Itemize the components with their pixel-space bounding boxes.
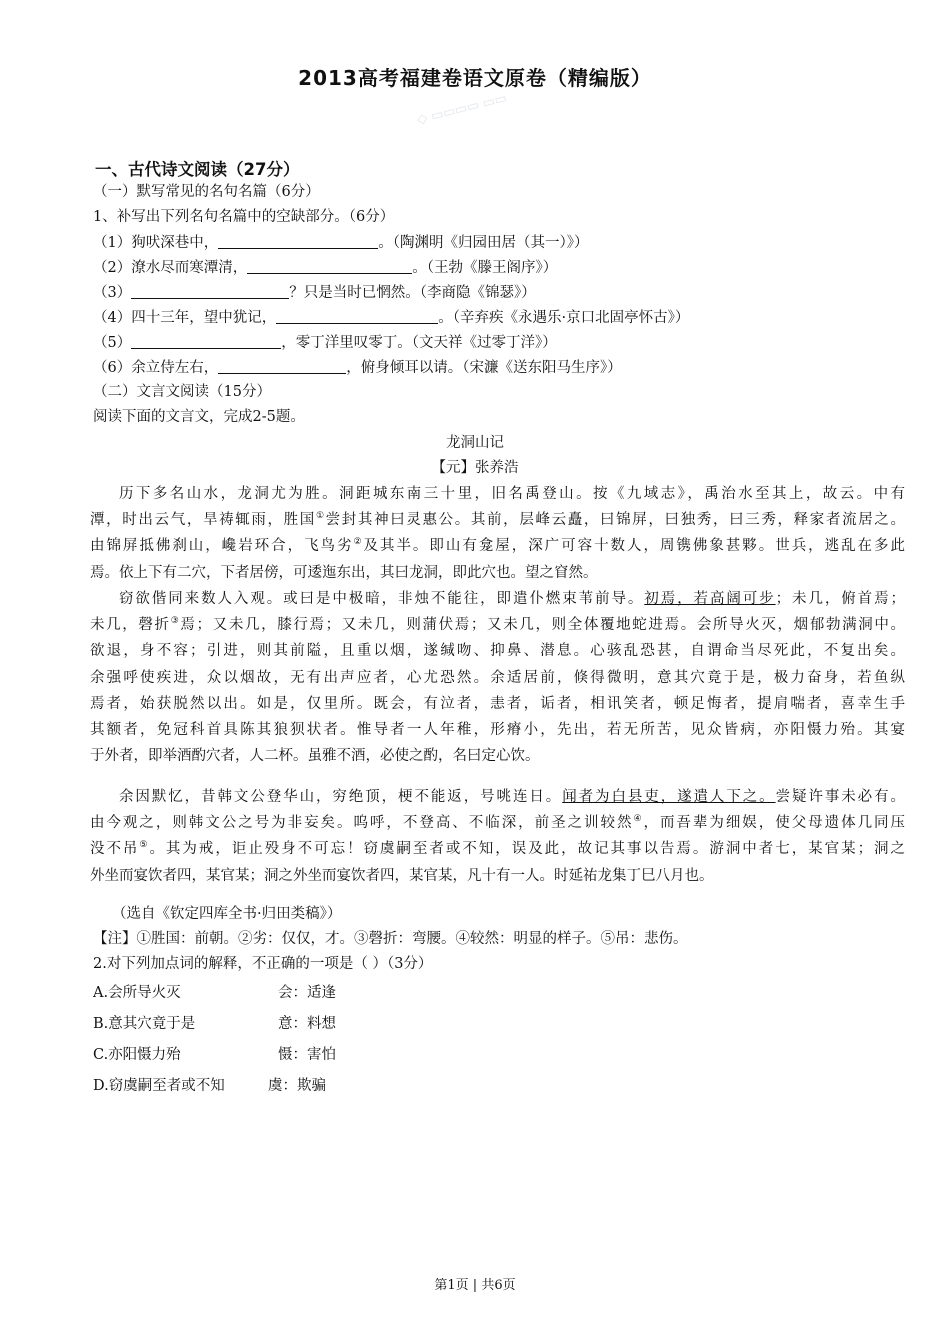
page-footer: 第1页 | 共6页 — [434, 1278, 516, 1293]
text-line: 欲退，身不容；引进，则其前隘，且重以烟，遂缄吻、抑鼻、潜息。心骇乱恐甚，自谓命当尽死此，不复出矣。 — [90, 643, 905, 660]
text-line: 未几，磬折③焉；又未几，膝行焉；又未几，则蒲伏焉；又未几，则全体覆地蛇进焉。会所导火灭，烟郁勃满洞中。 — [90, 616, 906, 634]
text-line: 余因默忆，昔韩文公登华山，穷绝顶，梗不能返，号咷连日。闻者为白县吏，遂遣人下之。尝疑许事未必有。 — [119, 789, 906, 805]
footnote-marker: ④ — [633, 814, 644, 825]
answer-blank[interactable] — [131, 282, 289, 299]
reading-instruction: 阅读下面的文言文，完成2-5题。 — [93, 409, 305, 425]
footnote-marker: ⑤ — [139, 840, 150, 851]
section-title: 一、古代诗文阅读（27分） — [95, 160, 300, 179]
fill-item-1: （1）狗吠深巷中， 。（陶渊明《归园田居（其一）》） — [93, 232, 588, 253]
option-c[interactable]: C.亦阳慑力殆 — [93, 1047, 181, 1063]
footnote-marker: ② — [353, 537, 364, 548]
question-1-stem: 1、补写出下列名句名篇中的空缺部分。（6分） — [93, 209, 395, 225]
fill-item-3: （3） ？只是当时已惘然。（李商隐《锦瑟》） — [93, 282, 536, 303]
answer-blank[interactable] — [247, 257, 412, 274]
fill-item-5: （5） ，零丁洋里叹零丁。（文天祥《过零丁洋》） — [93, 332, 557, 353]
article-source: （选自《钦定四库全书·归田类稿》） — [112, 906, 342, 922]
underlined-sentence: 闻者为白县吏，遂遣人下之。 — [562, 789, 776, 805]
article-paragraph-2 — [90, 586, 905, 769]
fill-item-6: （6）余立侍左右， ，俯身倾耳以请。（宋濂《送东阳马生序》） — [93, 357, 622, 378]
footnote-marker: ③ — [170, 616, 181, 627]
text-line: 焉者，始获脱然以出。如是，仅里所。既会，有泣者，恚者，诟者，相讯笑者，顿足悔者，提肩喘者，喜幸生手 — [90, 695, 905, 712]
text-line: 焉。依上下有二穴，下者居傍，可逶迤东出，其曰龙洞，即此穴也。望之窅然。 — [90, 564, 598, 581]
subsection-classical-reading: （二）文言文阅读（15分） — [93, 384, 271, 400]
option-a-gloss: 会：适逢 — [278, 985, 336, 1001]
answer-blank[interactable] — [131, 332, 281, 349]
option-c-gloss: 慑：害怕 — [278, 1047, 336, 1063]
text-line: 由今观之，则韩文公之号为非妄矣。呜呼，不登高、不临深，前圣之训较然④，而吾辈为细娱，使父母遗体几同压 — [90, 814, 905, 832]
footnote-marker: ① — [315, 511, 326, 522]
fill-item-2: （2）潦水尽而寒潭清， 。（王勃《滕王阁序》） — [93, 257, 557, 278]
text-line: 历下多名山水，龙洞尤为胜。洞距城东南三十里，旧名禹登山。按《九域志》，禹治水至其上，故云。中有 — [119, 486, 905, 502]
article-paragraph-1 — [90, 481, 905, 586]
answer-blank[interactable] — [218, 357, 346, 374]
article-title: 龙洞山记 — [446, 435, 504, 451]
fill-item-4: （4）四十三年，望中犹记， 。（辛弃疾《永遇乐·京口北固亭怀古》） — [93, 307, 689, 328]
question-2-stem: 2.对下列加点词的解释，不正确的一项是（ ）（3分） — [93, 956, 433, 972]
subsection-recitation: （一）默写常见的名句名篇（6分） — [93, 184, 320, 200]
option-b[interactable]: B.意其穴竟于是 — [93, 1016, 196, 1032]
text-line: 窃欲偕同来数人入观。或曰是中极暗，非烛不能往，即遣仆燃束苇前导。初焉，若高阔可步；未几，俯首焉； — [119, 591, 906, 607]
text-line: 余强呼使疾进，众以烟故，无有出声应者，心尤恐然。余适居前，倏得微明，意其穴竟于是，极力奋身，若鱼纵 — [90, 669, 905, 686]
article-notes: 【注】①胜国：前朝。②劣：仅仅，才。③磬折：弯腰。④较然：明显的样子。⑤吊：悲伤。 — [93, 931, 688, 947]
option-a[interactable]: A.会所导火灭 — [93, 985, 181, 1001]
text-line: 于外者，即举酒酌穴者，人二杯。虽雅不酒，必使之酌，名曰定心饮。 — [90, 748, 540, 765]
text-line: 没不吊⑤。其为戒，讵止殁身不可忘！窃虞嗣至者或不知，误及此，故记其事以告焉。游洞中者七，某官某；洞之 — [90, 840, 905, 858]
option-b-gloss: 意：料想 — [278, 1016, 336, 1032]
text-line: 由锦屏抵佛刹山，巉岩环合，飞鸟劣②及其半。即山有龛屋，深广可容十数人，周镌佛象甚夥。世兵，逃乱在多此 — [90, 537, 905, 555]
document-title: 2013高考福建卷语文原卷（精编版） — [298, 66, 652, 90]
watermark-logo-icon: ◇ ▭▭▭▭ ▭▭ — [415, 90, 509, 128]
answer-blank[interactable] — [218, 232, 378, 249]
text-line: 潭，时出云气，旱祷辄雨，胜国①尝封其神曰灵惠公。其前，层峰云矗，曰锦屏，曰独秀，曰三秀，释家者流居之。 — [90, 511, 905, 529]
text-line: 其额者，免冠科首具陈其狼狈状者。惟导者一人年稚，形瘠小，先出，若无所苦，见众皆病，亦阳慑力殆。其宴 — [90, 721, 905, 738]
article-author: 【元】张养浩 — [431, 460, 519, 476]
text-line: 外坐而宴饮者四，某官某；洞之外坐而宴饮者四，某官某，凡十有一人。时延祐龙集丁巳八月也。 — [90, 867, 714, 884]
answer-blank[interactable] — [276, 307, 438, 324]
option-d[interactable]: D.窃虞嗣至者或不知 — [93, 1078, 225, 1094]
underlined-sentence: 初焉，若高阔可步 — [644, 591, 776, 607]
option-d-gloss: 虞：欺骗 — [268, 1078, 326, 1094]
article-paragraph-3 — [90, 784, 905, 889]
